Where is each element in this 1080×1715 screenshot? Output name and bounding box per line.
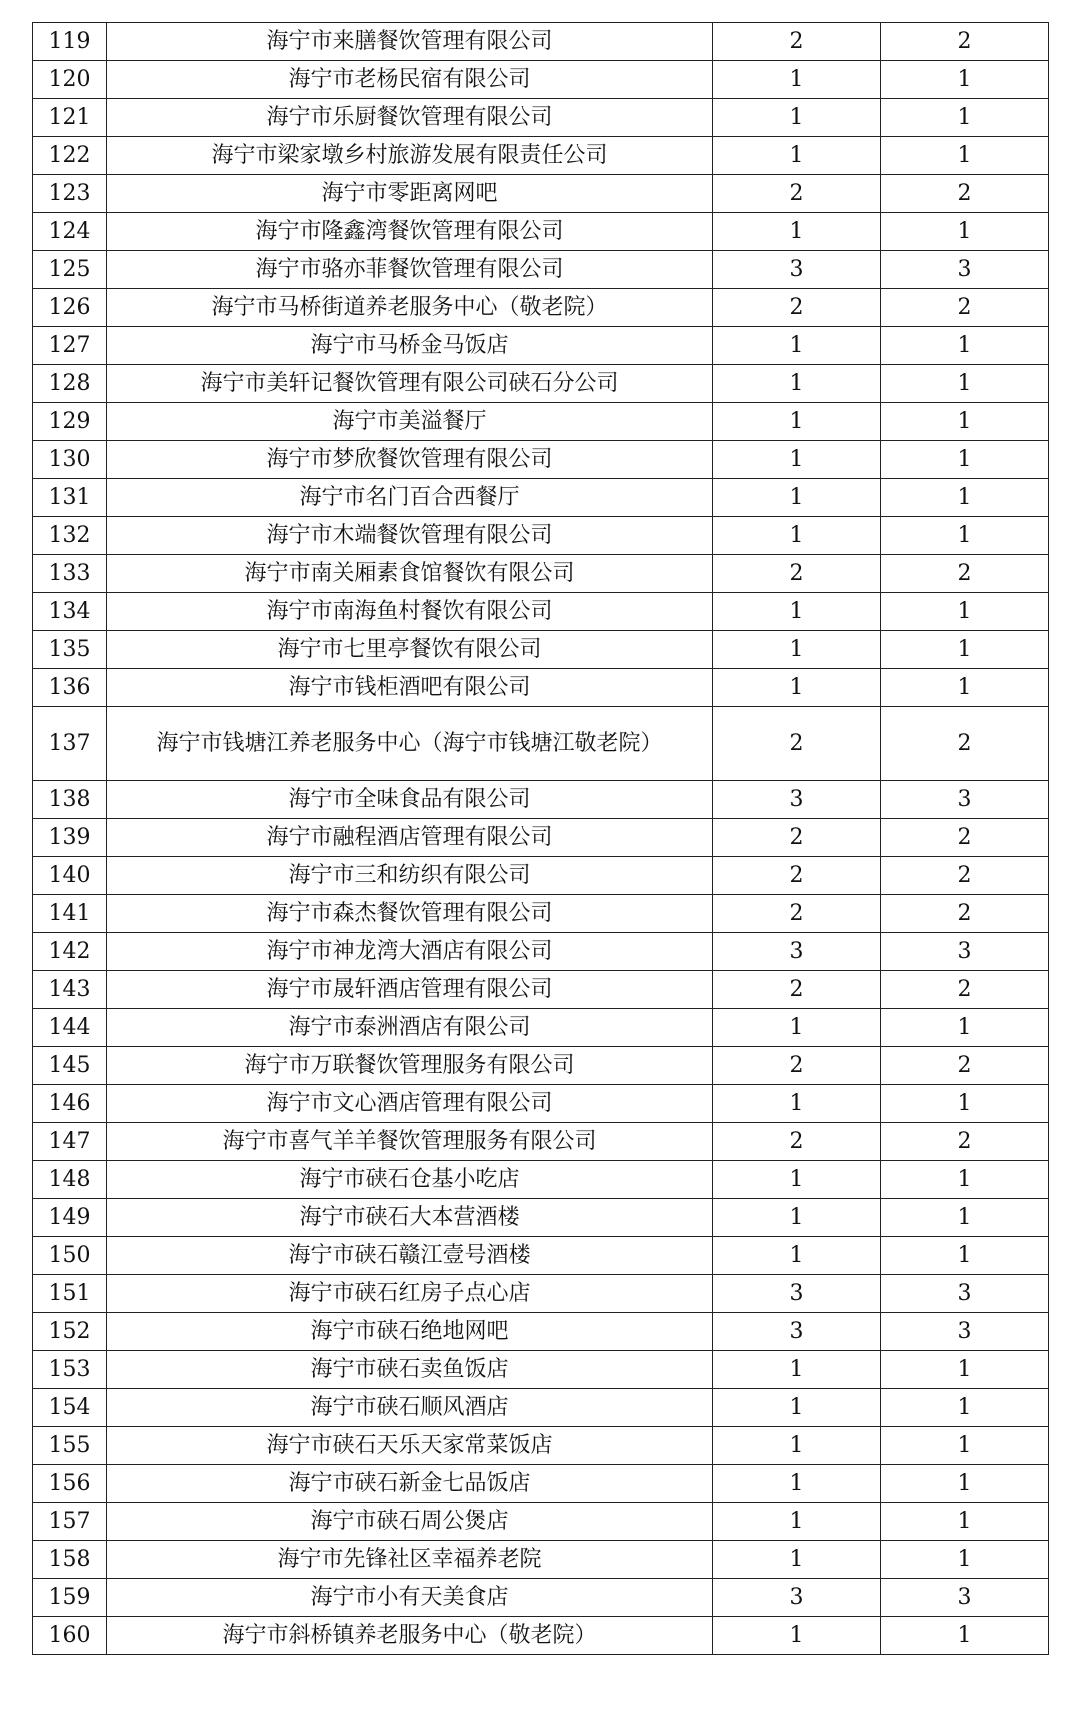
row-number-cell: 156	[33, 1465, 107, 1503]
table-row	[33, 669, 1049, 707]
count-b-cell: 2	[881, 857, 1049, 895]
table-row	[33, 1275, 1049, 1313]
count-b-cell: 1	[881, 99, 1049, 137]
count-b-cell: 3	[881, 933, 1049, 971]
count-b-cell: 1	[881, 1161, 1049, 1199]
row-number-cell: 121	[33, 99, 107, 137]
row-number-cell: 124	[33, 213, 107, 251]
count-a-cell: 1	[713, 1427, 881, 1465]
listing-table	[32, 22, 1049, 1655]
row-number-cell: 147	[33, 1123, 107, 1161]
table-row	[33, 555, 1049, 593]
company-name-cell: 海宁市南关厢素食馆餐饮有限公司	[107, 555, 713, 593]
row-number-cell: 150	[33, 1237, 107, 1275]
company-name-cell: 海宁市神龙湾大酒店有限公司	[107, 933, 713, 971]
count-b-cell: 1	[881, 1351, 1049, 1389]
count-b-cell: 1	[881, 213, 1049, 251]
count-a-cell: 1	[713, 479, 881, 517]
company-name-cell: 海宁市零距离网吧	[107, 175, 713, 213]
count-a-cell: 2	[713, 707, 881, 781]
company-name-cell: 海宁市硖石卖鱼饭店	[107, 1351, 713, 1389]
count-a-cell: 2	[713, 1123, 881, 1161]
count-a-cell: 1	[713, 327, 881, 365]
row-number-cell: 143	[33, 971, 107, 1009]
company-name-cell: 海宁市乐厨餐饮管理有限公司	[107, 99, 713, 137]
table-row	[33, 1579, 1049, 1617]
company-name-cell: 海宁市硖石仓基小吃店	[107, 1161, 713, 1199]
row-number-cell: 158	[33, 1541, 107, 1579]
count-a-cell: 2	[713, 23, 881, 61]
company-name-cell: 海宁市马桥金马饭店	[107, 327, 713, 365]
row-number-cell: 131	[33, 479, 107, 517]
count-b-cell: 1	[881, 365, 1049, 403]
row-number-cell: 133	[33, 555, 107, 593]
count-a-cell: 1	[713, 517, 881, 555]
count-b-cell: 1	[881, 441, 1049, 479]
company-name-cell: 海宁市钱塘江养老服务中心（海宁市钱塘江敬老院）	[107, 707, 713, 781]
count-b-cell: 2	[881, 971, 1049, 1009]
table-row	[33, 1123, 1049, 1161]
count-a-cell: 2	[713, 289, 881, 327]
count-b-cell: 1	[881, 1541, 1049, 1579]
count-b-cell: 3	[881, 1313, 1049, 1351]
row-number-cell: 127	[33, 327, 107, 365]
row-number-cell: 153	[33, 1351, 107, 1389]
count-a-cell: 2	[713, 1047, 881, 1085]
row-number-cell: 152	[33, 1313, 107, 1351]
table-row	[33, 365, 1049, 403]
count-b-cell: 1	[881, 1085, 1049, 1123]
table-row	[33, 1465, 1049, 1503]
company-name-cell: 海宁市小有天美食店	[107, 1579, 713, 1617]
row-number-cell: 154	[33, 1389, 107, 1427]
table-row	[33, 1199, 1049, 1237]
count-b-cell: 1	[881, 1389, 1049, 1427]
table-row	[33, 781, 1049, 819]
count-a-cell: 1	[713, 1503, 881, 1541]
count-a-cell: 1	[713, 1389, 881, 1427]
table-row	[33, 327, 1049, 365]
company-name-cell: 海宁市融程酒店管理有限公司	[107, 819, 713, 857]
table-row	[33, 213, 1049, 251]
count-b-cell: 3	[881, 251, 1049, 289]
count-b-cell: 1	[881, 403, 1049, 441]
count-a-cell: 1	[713, 631, 881, 669]
table-row	[33, 137, 1049, 175]
company-name-cell: 海宁市骆亦菲餐饮管理有限公司	[107, 251, 713, 289]
count-b-cell: 2	[881, 23, 1049, 61]
table-row	[33, 1427, 1049, 1465]
count-b-cell: 1	[881, 593, 1049, 631]
count-b-cell: 2	[881, 707, 1049, 781]
count-a-cell: 2	[713, 819, 881, 857]
company-name-cell: 海宁市万联餐饮管理服务有限公司	[107, 1047, 713, 1085]
count-b-cell: 1	[881, 1617, 1049, 1655]
table-row	[33, 1389, 1049, 1427]
count-a-cell: 1	[713, 365, 881, 403]
count-b-cell: 1	[881, 1009, 1049, 1047]
row-number-cell: 155	[33, 1427, 107, 1465]
company-name-cell: 海宁市硖石大本营酒楼	[107, 1199, 713, 1237]
count-b-cell: 2	[881, 555, 1049, 593]
count-b-cell: 1	[881, 1503, 1049, 1541]
count-a-cell: 3	[713, 1275, 881, 1313]
count-b-cell: 1	[881, 327, 1049, 365]
count-b-cell: 3	[881, 1579, 1049, 1617]
count-a-cell: 2	[713, 555, 881, 593]
company-name-cell: 海宁市全味食品有限公司	[107, 781, 713, 819]
count-a-cell: 2	[713, 895, 881, 933]
table-row	[33, 631, 1049, 669]
row-number-cell: 132	[33, 517, 107, 555]
company-name-cell: 海宁市硖石绝地网吧	[107, 1313, 713, 1351]
row-number-cell: 149	[33, 1199, 107, 1237]
count-a-cell: 2	[713, 971, 881, 1009]
table-row	[33, 479, 1049, 517]
count-a-cell: 1	[713, 99, 881, 137]
count-b-cell: 1	[881, 1199, 1049, 1237]
count-b-cell: 2	[881, 1123, 1049, 1161]
row-number-cell: 120	[33, 61, 107, 99]
row-number-cell: 145	[33, 1047, 107, 1085]
table-row	[33, 175, 1049, 213]
count-b-cell: 2	[881, 175, 1049, 213]
count-b-cell: 3	[881, 781, 1049, 819]
company-name-cell: 海宁市马桥街道养老服务中心（敬老院）	[107, 289, 713, 327]
count-b-cell: 1	[881, 61, 1049, 99]
row-number-cell: 135	[33, 631, 107, 669]
count-b-cell: 1	[881, 479, 1049, 517]
company-name-cell: 海宁市名门百合西餐厅	[107, 479, 713, 517]
count-b-cell: 1	[881, 1427, 1049, 1465]
row-number-cell: 122	[33, 137, 107, 175]
company-name-cell: 海宁市硖石红房子点心店	[107, 1275, 713, 1313]
table-row	[33, 1313, 1049, 1351]
count-a-cell: 1	[713, 1237, 881, 1275]
count-a-cell: 1	[713, 441, 881, 479]
table-row	[33, 1047, 1049, 1085]
count-b-cell: 1	[881, 1237, 1049, 1275]
company-name-cell: 海宁市森杰餐饮管理有限公司	[107, 895, 713, 933]
table-row	[33, 1161, 1049, 1199]
company-name-cell: 海宁市先锋社区幸福养老院	[107, 1541, 713, 1579]
row-number-cell: 128	[33, 365, 107, 403]
table-row	[33, 1617, 1049, 1655]
company-name-cell: 海宁市硖石天乐天家常菜饭店	[107, 1427, 713, 1465]
company-name-cell: 海宁市老杨民宿有限公司	[107, 61, 713, 99]
company-name-cell: 海宁市硖石赣江壹号酒楼	[107, 1237, 713, 1275]
row-number-cell: 129	[33, 403, 107, 441]
count-b-cell: 2	[881, 289, 1049, 327]
company-name-cell: 海宁市梦欣餐饮管理有限公司	[107, 441, 713, 479]
table-body	[33, 23, 1049, 1655]
row-number-cell: 119	[33, 23, 107, 61]
row-number-cell: 139	[33, 819, 107, 857]
company-name-cell: 海宁市南海鱼村餐饮有限公司	[107, 593, 713, 631]
count-a-cell: 1	[713, 213, 881, 251]
count-b-cell: 3	[881, 1275, 1049, 1313]
row-number-cell: 159	[33, 1579, 107, 1617]
count-b-cell: 2	[881, 895, 1049, 933]
count-a-cell: 1	[713, 1161, 881, 1199]
table-row	[33, 61, 1049, 99]
document-page	[32, 22, 1048, 1655]
count-a-cell: 1	[713, 1351, 881, 1389]
company-name-cell: 海宁市美溢餐厅	[107, 403, 713, 441]
row-number-cell: 138	[33, 781, 107, 819]
count-a-cell: 3	[713, 933, 881, 971]
company-name-cell: 海宁市文心酒店管理有限公司	[107, 1085, 713, 1123]
count-a-cell: 1	[713, 403, 881, 441]
count-a-cell: 1	[713, 137, 881, 175]
table-row	[33, 707, 1049, 781]
company-name-cell: 海宁市泰洲酒店有限公司	[107, 1009, 713, 1047]
table-row	[33, 403, 1049, 441]
count-b-cell: 1	[881, 669, 1049, 707]
table-row	[33, 1009, 1049, 1047]
count-b-cell: 1	[881, 1465, 1049, 1503]
table-row	[33, 1351, 1049, 1389]
count-a-cell: 3	[713, 781, 881, 819]
company-name-cell: 海宁市隆鑫湾餐饮管理有限公司	[107, 213, 713, 251]
company-name-cell: 海宁市木端餐饮管理有限公司	[107, 517, 713, 555]
company-name-cell: 海宁市七里亭餐饮有限公司	[107, 631, 713, 669]
company-name-cell: 海宁市硖石周公煲店	[107, 1503, 713, 1541]
company-name-cell: 海宁市来膳餐饮管理有限公司	[107, 23, 713, 61]
table-row	[33, 819, 1049, 857]
count-a-cell: 1	[713, 1617, 881, 1655]
row-number-cell: 137	[33, 707, 107, 781]
count-a-cell: 2	[713, 175, 881, 213]
row-number-cell: 140	[33, 857, 107, 895]
company-name-cell: 海宁市美轩记餐饮管理有限公司硖石分公司	[107, 365, 713, 403]
row-number-cell: 134	[33, 593, 107, 631]
count-b-cell: 1	[881, 631, 1049, 669]
table-row	[33, 933, 1049, 971]
row-number-cell: 126	[33, 289, 107, 327]
count-a-cell: 1	[713, 1465, 881, 1503]
table-row	[33, 1085, 1049, 1123]
table-row	[33, 441, 1049, 479]
row-number-cell: 146	[33, 1085, 107, 1123]
table-row	[33, 251, 1049, 289]
company-name-cell: 海宁市硖石新金七品饭店	[107, 1465, 713, 1503]
row-number-cell: 123	[33, 175, 107, 213]
row-number-cell: 142	[33, 933, 107, 971]
table-row	[33, 1237, 1049, 1275]
table-row	[33, 517, 1049, 555]
count-a-cell: 3	[713, 1579, 881, 1617]
company-name-cell: 海宁市硖石顺风酒店	[107, 1389, 713, 1427]
table-row	[33, 99, 1049, 137]
row-number-cell: 144	[33, 1009, 107, 1047]
table-row	[33, 1541, 1049, 1579]
count-a-cell: 1	[713, 593, 881, 631]
count-a-cell: 1	[713, 1085, 881, 1123]
company-name-cell: 海宁市梁家墩乡村旅游发展有限责任公司	[107, 137, 713, 175]
count-b-cell: 2	[881, 1047, 1049, 1085]
count-a-cell: 3	[713, 1313, 881, 1351]
count-a-cell: 1	[713, 61, 881, 99]
row-number-cell: 160	[33, 1617, 107, 1655]
count-b-cell: 2	[881, 819, 1049, 857]
count-a-cell: 1	[713, 1199, 881, 1237]
row-number-cell: 157	[33, 1503, 107, 1541]
count-a-cell: 1	[713, 669, 881, 707]
company-name-cell: 海宁市喜气羊羊餐饮管理服务有限公司	[107, 1123, 713, 1161]
table-row	[33, 23, 1049, 61]
count-a-cell: 1	[713, 1541, 881, 1579]
row-number-cell: 136	[33, 669, 107, 707]
table-row	[33, 289, 1049, 327]
company-name-cell: 海宁市斜桥镇养老服务中心（敬老院）	[107, 1617, 713, 1655]
count-a-cell: 2	[713, 857, 881, 895]
row-number-cell: 125	[33, 251, 107, 289]
row-number-cell: 141	[33, 895, 107, 933]
table-row	[33, 895, 1049, 933]
table-row	[33, 1503, 1049, 1541]
company-name-cell: 海宁市晟轩酒店管理有限公司	[107, 971, 713, 1009]
table-row	[33, 857, 1049, 895]
count-a-cell: 3	[713, 251, 881, 289]
company-name-cell: 海宁市钱柜酒吧有限公司	[107, 669, 713, 707]
count-a-cell: 1	[713, 1009, 881, 1047]
count-b-cell: 1	[881, 137, 1049, 175]
table-row	[33, 593, 1049, 631]
table-row	[33, 971, 1049, 1009]
row-number-cell: 130	[33, 441, 107, 479]
row-number-cell: 151	[33, 1275, 107, 1313]
count-b-cell: 1	[881, 517, 1049, 555]
row-number-cell: 148	[33, 1161, 107, 1199]
company-name-cell: 海宁市三和纺织有限公司	[107, 857, 713, 895]
